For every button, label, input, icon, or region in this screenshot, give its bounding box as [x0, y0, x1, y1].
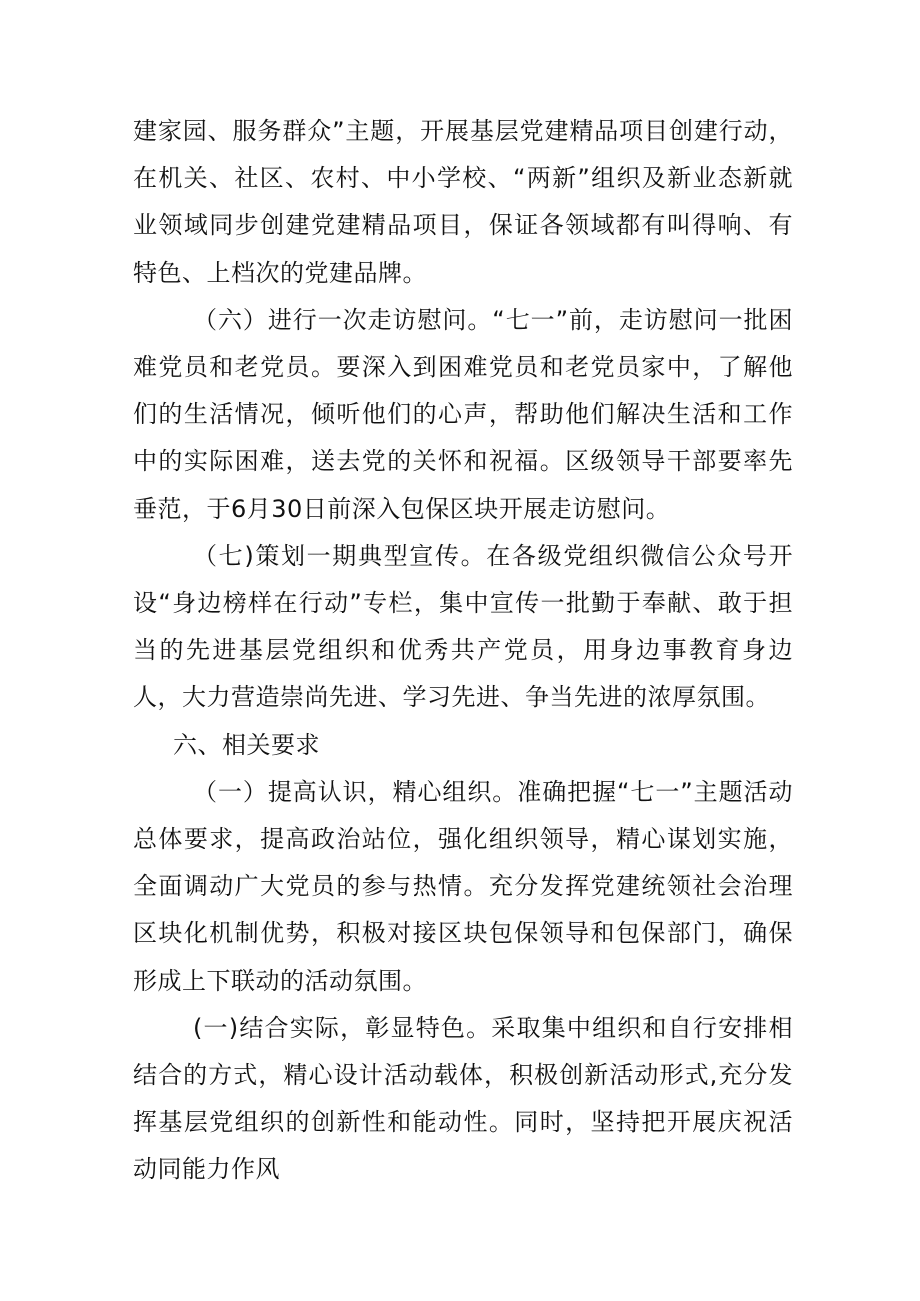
document-body — [133, 108, 793, 1194]
paragraph-typical-publicity: （七)策划一期典型宣传。在各级党组织微信公众号开设“身边榜样在行动”专栏，集中宣传一批勤于奉献、敢于担当的先进基层党组织和优秀共产党员，用身边事教育身边人，大力营造崇尚先进、学习先进、争当先进的浓厚氛围。 — [133, 541, 793, 712]
paragraph-visit-condolence: （六）进行一次走访慰问。“七一”前，走访慰问一批困难党员和老党员。要深入到困难党员和老党员家中，了解他们的生活情况，倾听他们的心声，帮助他们解决生活和工作中的实际困难，送去党的关怀和祝福。区级领导干部要率先垂范，于6月30日前深入包保区块开展走访慰问。 — [133, 305, 793, 523]
section-heading-requirements: 六、相关要求 — [173, 730, 320, 759]
paragraph-combine-reality: (一)结合实际，彰显特色。采取集中组织和自行安排相结合的方式，精心设计活动载体，积极创新活动形式,充分发挥基层党组织的创新性和能动性。同时，坚持把开展庆祝活动同能力作风 — [133, 1013, 793, 1184]
paragraph-raise-awareness: （一）提高认识，精心组织。准确把握“七一”主题活动总体要求，提高政治站位，强化组织领导，精心谋划实施，全面调动广大党员的参与热情。充分发挥党建统领社会治理区块化机制优势，积极对接区块包保领导和包保部门，确保形成上下联动的活动氛围。 — [133, 777, 793, 995]
paragraph-continuation: 建家园、服务群众”主题，开展基层党建精品项目创建行动，在机关、社区、农村、中小学校、“两新”组织及新业态新就业领域同步创建党建精品项目，保证各领域都有叫得响、有特色、上档次的党建品牌。 — [133, 117, 793, 287]
